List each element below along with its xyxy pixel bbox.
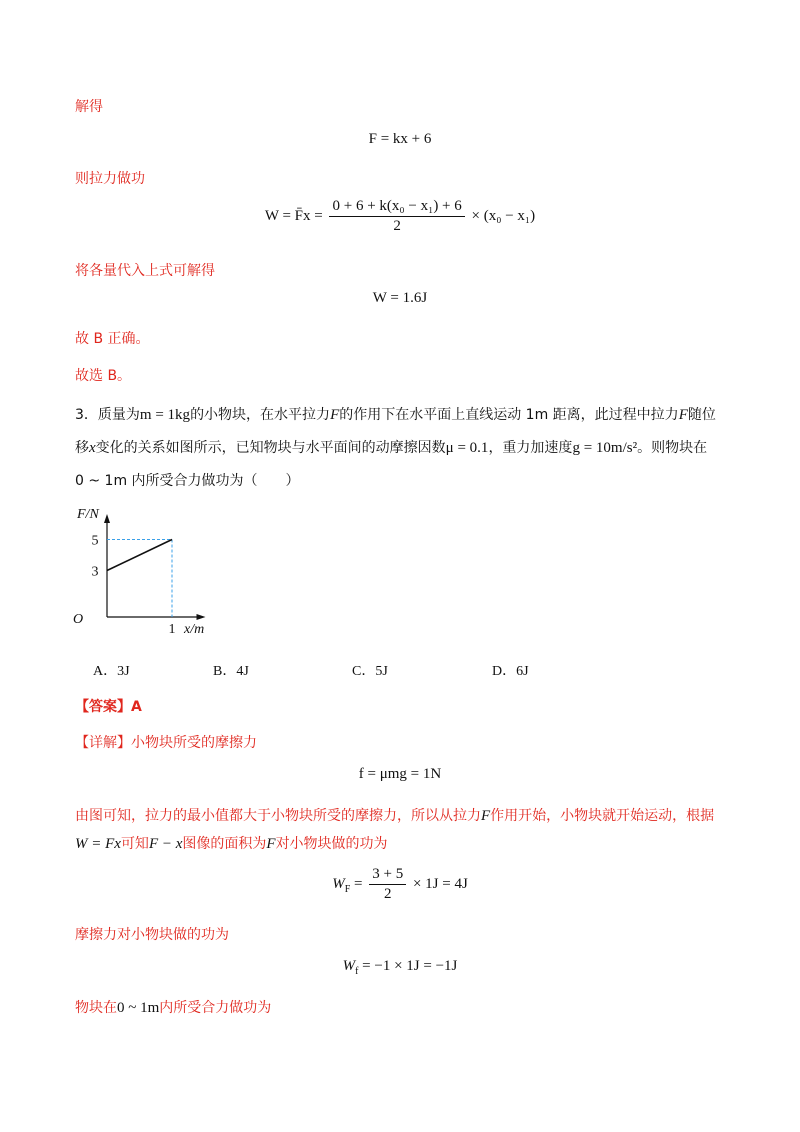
- last-range: 0 ~ 1m: [117, 1000, 160, 1016]
- text-last: [75, 997, 271, 1017]
- equation-work: [0, 198, 800, 235]
- q-text: 的作用下在水平面上直线运动 1m 距离，此过程中拉力: [339, 407, 679, 423]
- q-text: 3．质量为: [75, 407, 140, 423]
- equation-work-F: $W_F$ = $\frac{3 + 5}{2}$ × 1J = 4J: [332, 866, 468, 902]
- option-d[interactable]: D．6J: [492, 664, 529, 679]
- eq-wf-right: × 1J = 4J: [412, 875, 468, 892]
- eq2-denominator: 2: [393, 218, 401, 234]
- series-line-F: [107, 540, 172, 571]
- para-text: 可知: [120, 836, 149, 852]
- y-axis-label: F/N: [77, 507, 99, 522]
- para-text: 图像的面积为: [182, 836, 267, 852]
- text-gu-b: 故 B 正确。: [75, 331, 150, 347]
- q-var-F: F: [330, 407, 340, 423]
- para-text: 作用开始，小物块就开始运动，根据: [490, 808, 715, 824]
- eq2-right: × (x₀ − x₁): [471, 207, 536, 224]
- para-text: 由图可知，拉力的最小值都大于小物块所受的摩擦力，所以从拉力: [75, 808, 481, 824]
- eq2-fraction: [329, 198, 464, 235]
- question-line-3: 0 ~ 1m 内所受合力做功为（ ）: [75, 473, 300, 489]
- equation-friction: f = μmg = 1N: [358, 766, 442, 782]
- last-text: 内所受合力做功为: [159, 1000, 272, 1016]
- detail-tag: 【详解】: [75, 735, 131, 751]
- eq-wf-denominator: 2: [383, 886, 392, 902]
- text-mocali: 摩擦力对小物块做的功为: [75, 927, 229, 943]
- para-eq-fx: F − x: [148, 836, 183, 852]
- text-daiyu: 将各量代入上式可解得: [75, 263, 215, 279]
- text-gu-xuan: 故选 B。: [75, 368, 132, 384]
- detail-text: 小物块所受的摩擦力: [131, 735, 257, 751]
- eq-wf-symbol: W: [332, 875, 345, 892]
- q-mu: μ = 0.1: [445, 440, 489, 456]
- equation-work-friction: [0, 958, 800, 977]
- para-var-F: F: [266, 836, 276, 852]
- q-gravity: g = 10m/s²: [572, 440, 638, 456]
- eq-wfr-right: = −1 × 1J = −1J: [362, 958, 458, 974]
- detail-line: [75, 732, 257, 752]
- answer-tag: 【答案】A: [75, 699, 142, 715]
- x-axis-label: x/m: [184, 622, 205, 637]
- para-line-2: [75, 833, 388, 853]
- para-text: 对小物块做的功为: [275, 836, 388, 852]
- q-var-F: F: [678, 407, 688, 423]
- q-mass: m = 1kg: [139, 407, 191, 423]
- para-eq-wfx: W = Fx: [75, 836, 121, 852]
- option-c[interactable]: C．5J: [352, 664, 388, 679]
- q-text: 移: [75, 440, 89, 456]
- y-axis-arrow: [104, 514, 110, 523]
- option-a[interactable]: A．3J: [93, 664, 130, 679]
- q-text: ，重力加速度: [488, 440, 573, 456]
- text-jiede: 解得: [75, 99, 103, 115]
- origin-label: O: [73, 612, 84, 627]
- y-tick-label: 5: [91, 533, 99, 549]
- q-text: 变化的关系如图所示，已知物块与水平面间的动摩擦因数: [95, 440, 446, 456]
- text-zegongla: 则拉力做功: [75, 171, 145, 187]
- force-displacement-chart: [60, 495, 240, 645]
- x-axis-arrow: [197, 614, 206, 620]
- q-text: 。则物块在: [637, 440, 708, 456]
- last-text: 物块在: [75, 1000, 117, 1016]
- eq-wf-numerator: 3 + 5: [369, 866, 406, 885]
- para-line-1: [75, 805, 714, 825]
- eq-wfr-sub: f: [355, 966, 359, 977]
- q-var-x: x: [89, 440, 96, 456]
- y-tick-label: 3: [91, 564, 99, 580]
- q-text: 随位: [687, 407, 716, 423]
- eq-wf-fraction: [369, 866, 406, 903]
- x-tick-label: 1: [168, 622, 176, 637]
- q-text: 的小物块，在水平拉力: [190, 407, 331, 423]
- eq2-numerator: 0 + 6 + k(x₀ − x₁) + 6: [329, 198, 464, 217]
- equation-f-kx6: F = kx + 6: [368, 131, 432, 147]
- equation-w-1-6j: W = 1.6J: [372, 290, 428, 306]
- eq-wf-sub: F: [344, 883, 351, 895]
- question-line-1: [75, 404, 716, 424]
- question-line-2: [75, 437, 707, 457]
- para-var-F: F: [481, 808, 491, 824]
- eq-wfr-symbol: W: [342, 958, 356, 974]
- eq2-left: W = F̄x =: [264, 207, 323, 224]
- option-b[interactable]: B．4J: [213, 664, 249, 679]
